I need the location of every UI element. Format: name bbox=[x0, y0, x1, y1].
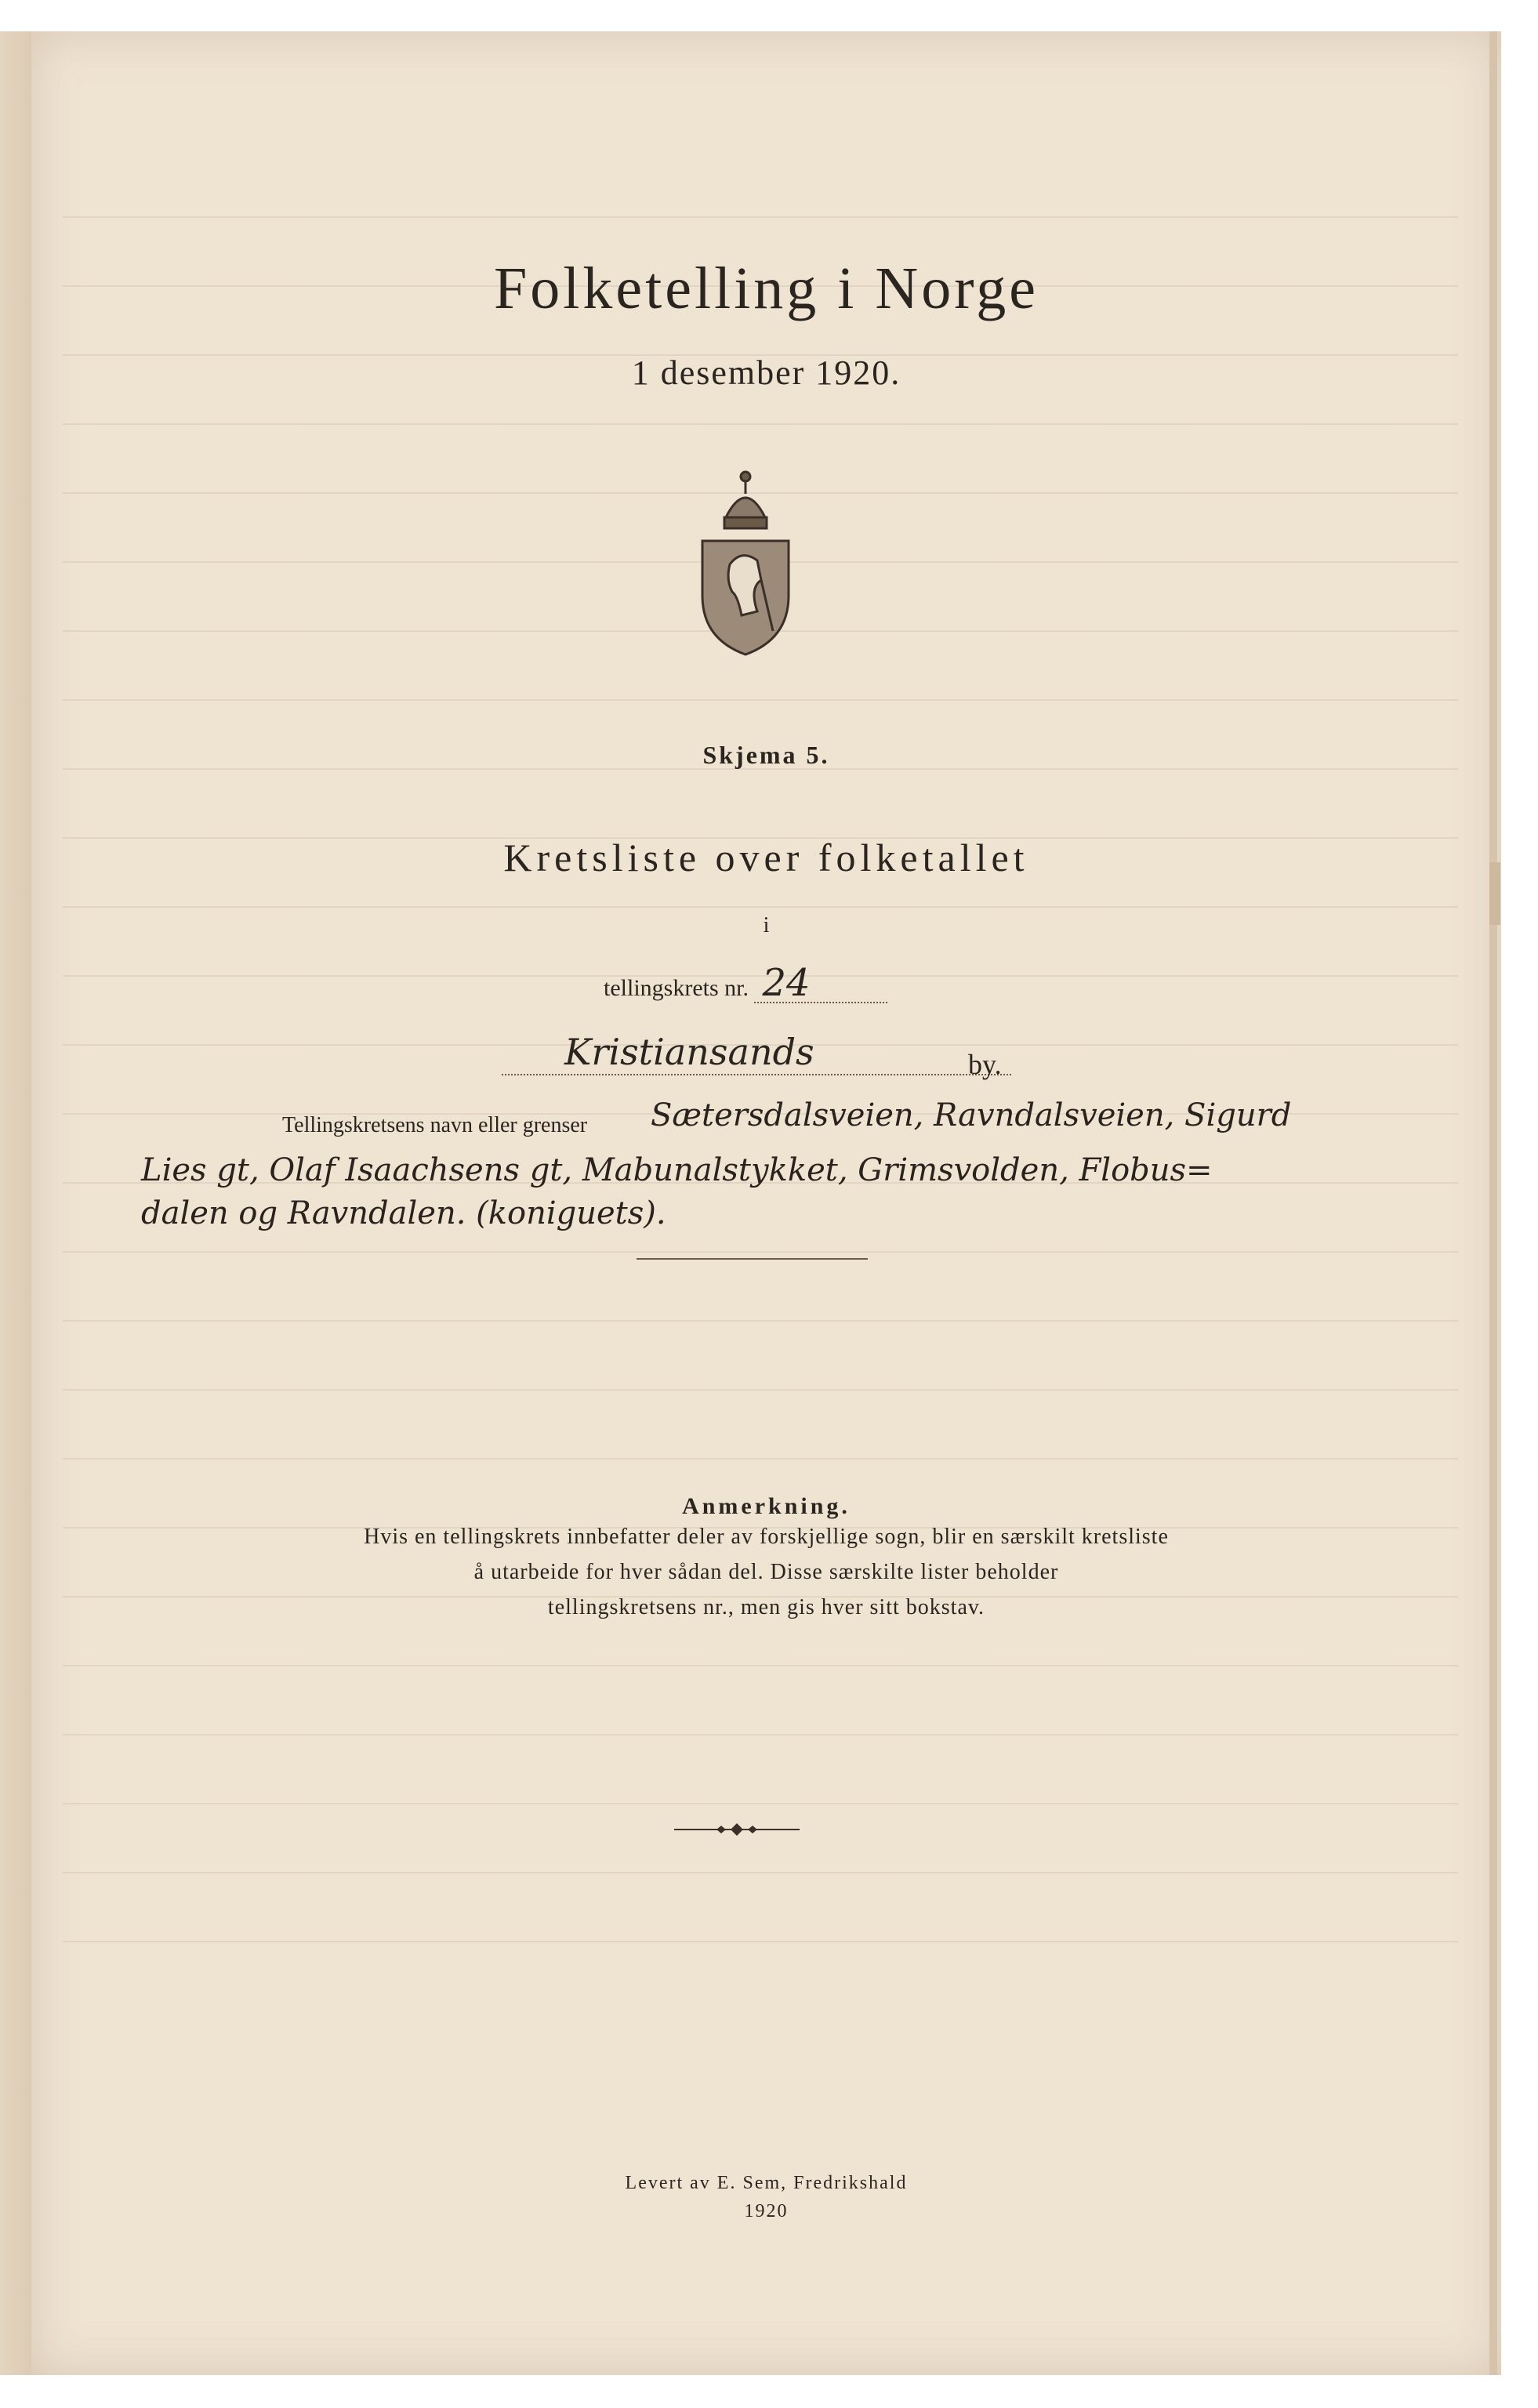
tellingskrets-row bbox=[604, 961, 887, 1005]
city-suffix: by. bbox=[968, 1049, 1002, 1080]
preposition-i: i bbox=[763, 913, 770, 937]
note-line-3: tellingskretsens nr., men gis hver sitt bokstav. bbox=[547, 1595, 985, 1619]
grenser-label: Tellingskretsens navn eller grenser bbox=[282, 1113, 588, 1137]
city-name-handwritten: Kristiansands bbox=[502, 1031, 1011, 1075]
census-date: 1 desember 1920. bbox=[631, 354, 901, 392]
note-title: Anmerkning. bbox=[682, 1493, 851, 1519]
tellingskrets-label: tellingskrets nr. bbox=[604, 975, 749, 1001]
print-year: 1920 bbox=[744, 2201, 789, 2221]
form-subtitle: Kretsliste over folketallet bbox=[503, 836, 1029, 879]
printer-credit: Levert av E. Sem, Fredrikshald bbox=[625, 2173, 908, 2193]
grenser-handwritten-line-2: Lies gt, Olaf Isaachsens gt, Mabunalstykket, Grimsvolden, Flobus= bbox=[141, 1152, 1213, 1188]
grenser-handwritten-line-3: dalen og Ravndalen. (koniguets). bbox=[141, 1195, 666, 1231]
note-line-1: Hvis en tellingskrets innbefatter deler av forskjellige sogn, blir en særskilt kretsliste bbox=[364, 1525, 1169, 1549]
ornament-divider-icon bbox=[674, 1822, 800, 1837]
city-row bbox=[502, 1031, 1003, 1086]
grenser-end-rule bbox=[637, 1258, 868, 1260]
coat-of-arms-icon bbox=[695, 462, 796, 666]
tellingskrets-number: 24 bbox=[754, 964, 887, 1003]
form-number: Skjema 5. bbox=[702, 741, 830, 769]
grenser-handwritten-line-1: Sætersdalsveien, Ravndalsveien, Sigurd bbox=[651, 1097, 1292, 1133]
note-line-2: å utarbeide for hver sådan del. Disse særskilte lister beholder bbox=[473, 1560, 1059, 1584]
document-title: Folketelling i Norge bbox=[494, 256, 1039, 321]
